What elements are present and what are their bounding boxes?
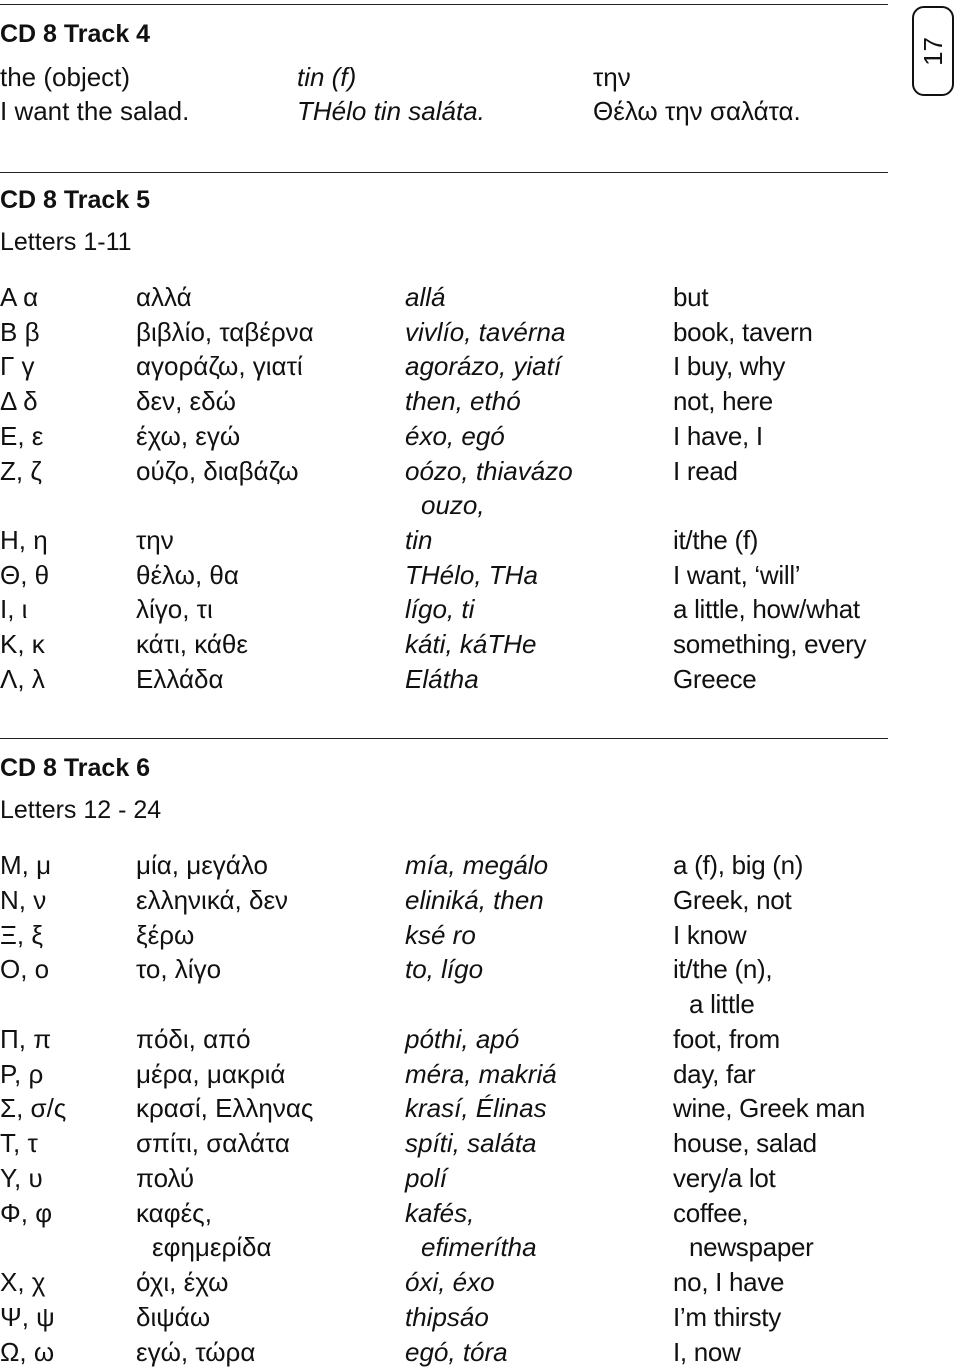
transliteration-cell: póthi, apó (405, 1023, 520, 1054)
english-meaning-cell: a (f), big (n) (673, 850, 804, 880)
table-row (0, 664, 900, 699)
table-row (0, 1267, 900, 1302)
greek-word-cell: πολύ (136, 1162, 195, 1193)
table-row (0, 1128, 900, 1163)
table-row (0, 456, 900, 491)
letter-cell: Τ, τ (0, 1128, 38, 1158)
transliteration-cell: THélo, THa (405, 559, 538, 590)
transliteration-cell: kafés, (405, 1197, 475, 1228)
transliteration-cell: éxo, egó (405, 420, 505, 451)
greek-word-cell: λίγο, τι (136, 594, 213, 625)
letter-cell: Β β (0, 316, 40, 347)
greek-word-cell: ξέρω (136, 919, 195, 950)
letter-cell: Ζ, ζ (0, 455, 42, 486)
transliteration-cell: ouzo, (421, 490, 485, 521)
english-meaning-cell: I know (673, 919, 747, 950)
english-cell: the (object) (0, 62, 131, 92)
track6-heading: CD 8 Track 6 (0, 754, 151, 782)
greek-word-cell: μέρα, μακριά (136, 1058, 286, 1089)
transliteration-cell: vivlío, tavérna (405, 316, 566, 347)
transliteration-cell: polí (405, 1162, 447, 1193)
letter-cell: Γ γ (0, 351, 35, 382)
greek-cell: την (593, 62, 631, 92)
english-meaning-cell: a little (689, 989, 755, 1019)
letter-cell: Π, π (0, 1023, 52, 1054)
letter-cell: Δ δ (0, 386, 38, 417)
greek-word-cell: δεν, εδώ (136, 386, 236, 417)
table-row (0, 1059, 900, 1094)
english-meaning-cell: I want, ‘will’ (673, 559, 801, 590)
track4-heading: CD 8 Track 4 (0, 20, 151, 48)
section-rule (0, 738, 888, 739)
greek-word-cell: εφημερίδα (152, 1232, 272, 1263)
top-rule (0, 4, 888, 5)
greek-word-cell: την (136, 524, 174, 555)
table-row (0, 1093, 900, 1128)
table-row (0, 490, 900, 525)
transliteration-cell: méra, makriá (405, 1058, 557, 1089)
transliteration-cell: allá (405, 282, 446, 312)
greek-word-cell: θέλω, θα (136, 559, 239, 590)
english-meaning-cell: I buy, why (673, 351, 786, 382)
table-row (0, 629, 900, 664)
table-row (0, 525, 900, 560)
table-row (0, 594, 900, 629)
transliteration-cell: káti, káTHe (405, 629, 537, 659)
letter-cell: Μ, μ (0, 850, 52, 880)
table-row (0, 920, 900, 955)
english-meaning-cell: day, far (673, 1058, 756, 1089)
table-row (0, 1302, 900, 1337)
letter-cell: Ω, ω (0, 1336, 55, 1367)
greek-word-cell: ούζο, διαβάζω (136, 455, 299, 486)
track5-subheading: Letters 1-11 (0, 228, 132, 256)
english-meaning-cell: not, here (673, 386, 773, 417)
english-meaning-cell: Greece (673, 663, 757, 694)
track5-heading: CD 8 Track 5 (0, 186, 151, 214)
letter-cell: Κ, κ (0, 629, 45, 659)
page-number: 17 (917, 36, 948, 66)
transliteration-cell: egó, tóra (405, 1336, 508, 1367)
greek-cell: Θέλω την σαλάτα. (593, 96, 801, 126)
letter-cell: Ξ, ξ (0, 919, 43, 950)
transliteration-cell: agorázo, yiatí (405, 351, 562, 382)
table-row (0, 351, 900, 386)
transliteration-cell: óxi, éxo (405, 1267, 495, 1297)
letter-cell: Φ, φ (0, 1197, 53, 1228)
table-row (0, 1024, 900, 1059)
greek-word-cell: Ελλάδα (136, 663, 224, 694)
table-row (0, 954, 900, 989)
page-number-tab (912, 6, 954, 96)
letter-cell: Ι, ι (0, 594, 28, 625)
table-row (0, 421, 900, 456)
transliteration-cell: lígo, ti (405, 594, 475, 625)
english-meaning-cell: I, now (673, 1336, 741, 1367)
greek-word-cell: το, λίγο (136, 954, 222, 985)
table-row (0, 885, 900, 920)
transliteration-cell: efimerítha (421, 1232, 537, 1263)
transliteration-cell: tin (405, 524, 433, 555)
letter-cell: Λ, λ (0, 663, 45, 694)
greek-word-cell: βιβλίο, ταβέρνα (136, 316, 314, 347)
letter-cell: Ρ, ρ (0, 1058, 44, 1089)
letter-cell: Υ, υ (0, 1162, 43, 1193)
english-meaning-cell: something, every (673, 629, 867, 659)
transliteration-cell: eliniká, then (405, 884, 544, 915)
table-row (0, 1198, 900, 1233)
table-row (0, 386, 900, 421)
transliteration-cell: oózo, thiavázo (405, 455, 573, 486)
greek-word-cell: όχι, έχω (136, 1267, 229, 1297)
transliteration-cell: krasí, Élinas (405, 1093, 547, 1124)
table-row (0, 560, 900, 595)
translit-cell: THélo tin saláta. (297, 96, 485, 126)
greek-word-cell: σπίτι, σαλάτα (136, 1128, 290, 1158)
table-row (0, 282, 900, 317)
letter-cell: Χ, χ (0, 1267, 46, 1297)
letter-cell: Α α (0, 282, 39, 312)
greek-word-cell: έχω, εγώ (136, 420, 241, 451)
transliteration-cell: then, ethó (405, 386, 521, 417)
table-row (0, 989, 900, 1024)
greek-word-cell: πόδι, από (136, 1023, 251, 1054)
english-meaning-cell: newspaper (689, 1232, 814, 1263)
transliteration-cell: thipsáo (405, 1301, 489, 1332)
transliteration-cell: Elátha (405, 663, 479, 694)
greek-word-cell: ελληνικά, δεν (136, 884, 289, 915)
english-meaning-cell: house, salad (673, 1128, 817, 1158)
track6-subheading: Letters 12 - 24 (0, 796, 162, 824)
english-meaning-cell: I read (673, 455, 738, 486)
english-meaning-cell: book, tavern (673, 316, 813, 347)
greek-word-cell: κάτι, κάθε (136, 629, 248, 659)
english-meaning-cell: but (673, 282, 709, 312)
table-row (0, 850, 900, 885)
translit-cell: tin (f) (297, 62, 357, 92)
english-meaning-cell: it/the (f) (673, 524, 759, 555)
english-meaning-cell: very/a lot (673, 1162, 776, 1193)
track4-row (0, 96, 900, 131)
letter-cell: Ν, ν (0, 884, 47, 915)
english-meaning-cell: a little, how/what (673, 594, 860, 625)
section-rule (0, 172, 888, 173)
transliteration-cell: to, lígo (405, 954, 484, 985)
english-meaning-cell: Greek, not (673, 884, 792, 915)
greek-word-cell: αλλά (136, 282, 192, 312)
letter-cell: Η, η (0, 524, 48, 555)
english-meaning-cell: I have, I (673, 420, 763, 451)
letter-cell: Ψ, ψ (0, 1301, 55, 1332)
english-cell: I want the salad. (0, 96, 190, 126)
greek-word-cell: καφές, (136, 1197, 212, 1228)
greek-word-cell: κρασί, Ελληνας (136, 1093, 314, 1124)
greek-word-cell: εγώ, τώρα (136, 1336, 256, 1367)
transliteration-cell: spíti, saláta (405, 1128, 537, 1158)
letter-cell: Θ, θ (0, 559, 50, 590)
transliteration-cell: mía, megálo (405, 850, 549, 880)
english-meaning-cell: foot, from (673, 1023, 780, 1054)
english-meaning-cell: I’m thirsty (673, 1301, 781, 1332)
greek-word-cell: διψάω (136, 1301, 211, 1332)
table-row (0, 1163, 900, 1198)
greek-word-cell: μία, μεγάλο (136, 850, 268, 880)
english-meaning-cell: coffee, (673, 1197, 749, 1228)
track4-row (0, 62, 900, 97)
transliteration-cell: ksé ro (405, 919, 476, 950)
letter-cell: Ο, ο (0, 954, 50, 985)
table-row (0, 317, 900, 352)
greek-word-cell: αγοράζω, γιατί (136, 351, 303, 382)
letter-cell: Σ, σ/ς (0, 1093, 67, 1124)
english-meaning-cell: wine, Greek man (673, 1093, 866, 1124)
table-row (0, 1337, 900, 1372)
letter-cell: Ε, ε (0, 420, 44, 451)
english-meaning-cell: no, I have (673, 1267, 785, 1297)
english-meaning-cell: it/the (n), (673, 954, 773, 985)
table-row (0, 1232, 900, 1267)
